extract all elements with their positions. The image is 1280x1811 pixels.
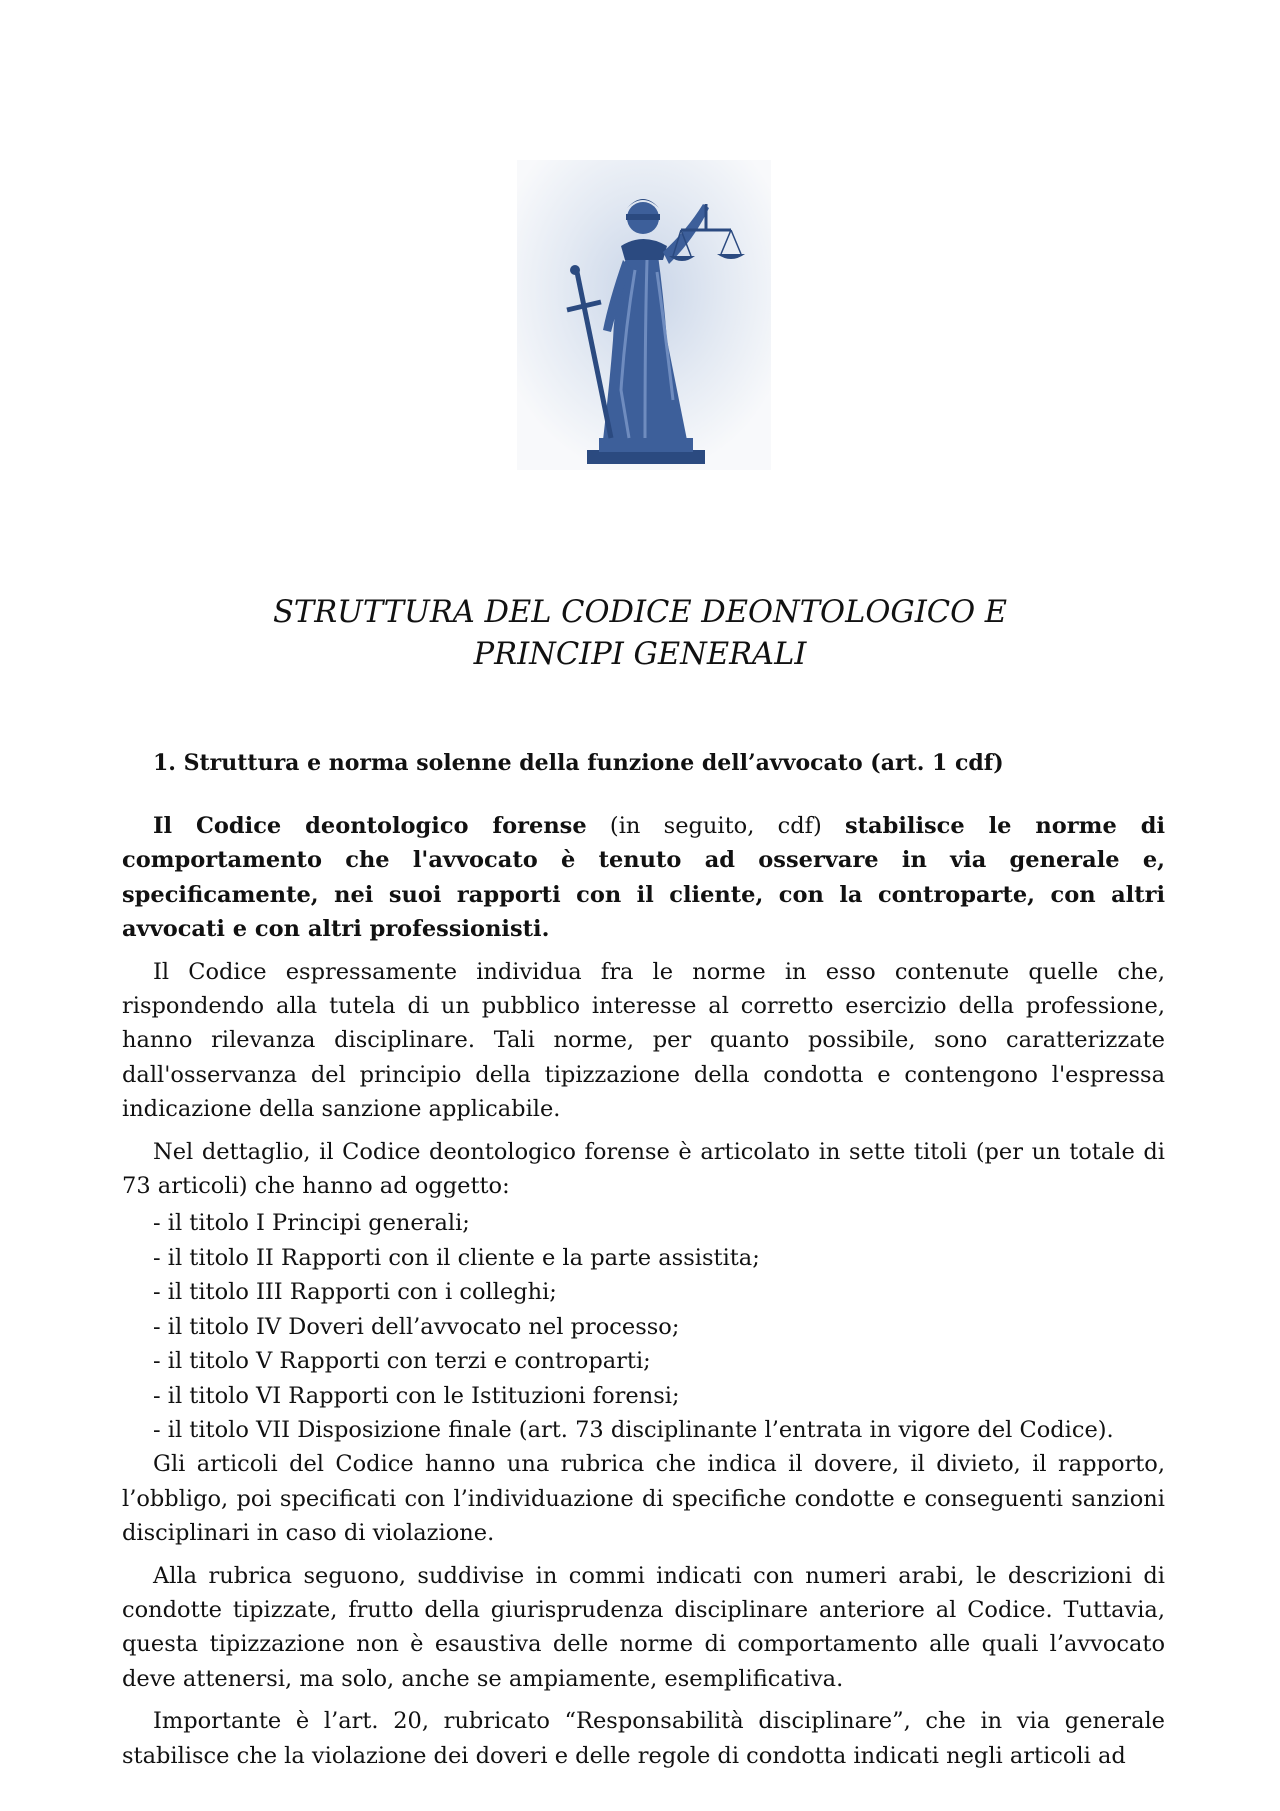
paragraph: Alla rubrica seguono, suddivise in commi indicati con numeri arabi, le descrizioni di condotte tipizzate, frutto della giurisprudenza disciplinare anteriore al Codice. Tuttavia, questa tipizzazione non è esaustiva delle norme di comportamento alle quali l’avvocato deve attenersi, ma solo, anche se ampiamente, esemplificativa.	[122, 1562, 1165, 1692]
list-item: - il titolo II Rapporti con il cliente e la parte assistita;	[153, 1244, 760, 1271]
list-item: - il titolo IV Doveri dell’avvocato nel processo;	[153, 1313, 680, 1340]
document-title	[150, 592, 1130, 676]
document-body	[122, 809, 1165, 1776]
title-line-1: STRUTTURA DEL CODICE DEONTOLOGICO E	[272, 595, 1008, 630]
intro-bold-1: Il Codice deontologico forense	[153, 813, 587, 839]
paragraph: Nel dettaglio, il Codice deontologico forense è articolato in sette titoli (per un totale di 73 articoli) che hanno ad oggetto:	[122, 1138, 1165, 1200]
list-item: - il titolo I Principi generali;	[153, 1210, 470, 1237]
title-line-2: PRINCIPI GENERALI	[473, 637, 807, 672]
lady-justice-icon	[517, 160, 771, 470]
list-item: - il titolo V Rapporti con terzi e controparti;	[153, 1348, 651, 1375]
intro-paragraph	[122, 809, 1165, 947]
intro-bold-2: stabilisce le norme di comportamento che l'avvocato è tenuto ad osservare in via generale e, specificamente, nei suoi rapporti con il cliente, con la controparte, con altri avvocati e con altri professionisti.	[122, 813, 1165, 943]
intro-text: (in seguito, cdf)	[586, 813, 845, 839]
paragraph: Il Codice espressamente individua fra le norme in esso contenute quelle che, rispondendo alla tutela di un pubblico interesse al corretto esercizio della professione, hanno rilevanza disciplinare. Tali norme, per quanto possibile, sono caratterizzate dall'osservanza del principio della tipizzazione della condotta e contengono l'espressa indicazione della sanzione applicabile.	[122, 958, 1165, 1123]
list-item: - il titolo VII Disposizione finale (art. 73 disciplinante l’entrata in vigore del Codice).	[153, 1416, 1114, 1443]
paragraph: Importante è l’art. 20, rubricato “Responsabilità disciplinare”, che in via generale stabilisce che la violazione dei doveri e delle regole di condotta indicati negli articoli ad	[122, 1708, 1165, 1769]
titoli-list	[122, 1206, 1165, 1447]
list-item: - il titolo III Rapporti con i colleghi;	[153, 1279, 557, 1306]
paragraph: Gli articoli del Codice hanno una rubrica che indica il dovere, il divieto, il rapporto, l’obbligo, poi specificati con l’individuazione di specifiche condotte e conseguenti sanzioni disciplinari in caso di violazione.	[122, 1451, 1165, 1547]
list-item: - il titolo VI Rapporti con le Istituzioni forensi;	[153, 1382, 680, 1409]
section-heading: 1. Struttura e norma solenne della funzione dell’avvocato (art. 1 cdf)	[153, 750, 1004, 776]
